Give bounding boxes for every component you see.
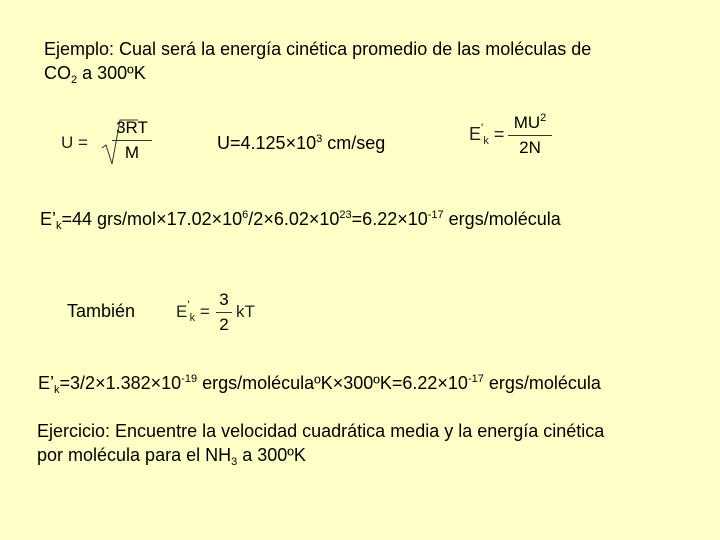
tambien-denominator: 2 (219, 315, 229, 334)
formula-ek-fraction (508, 113, 552, 158)
ek-calculation-2: $E’_k=3/2\times 1.382\times 10^{-19}$ ergs/$moléculaºK\times 300ºK=6.22\times 10^{-17}$ ergs/molécula (38, 373, 601, 396)
formula-ek-lhs: $E'_k$ = (469, 121, 505, 147)
formula-u-lhs: U = (61, 133, 88, 152)
formula-u-fraction (112, 118, 152, 163)
formula-u-denominator: M (124, 143, 140, 162)
tambien-label: También (67, 301, 136, 321)
formula-tambien-fraction (216, 290, 232, 335)
formula-ek-denominator: 2N (519, 138, 541, 157)
exercise-line2: por molécula para el $NH_3$ a 300ºK (37, 445, 306, 468)
ek-calculation-1: $E’_k=44$ grs/$mol\times 17.02\times 10^6/2\times 6.02\times 10^{23}=6.22\times 10^{-17}$ ergs/molécula (40, 209, 561, 232)
u-value: $U=4.125\times 10^3$ cm/seg (217, 133, 386, 153)
co-subscript: 2 (71, 74, 78, 86)
fraction-bar (112, 140, 152, 141)
formula-tambien-lhs: $E'_k$ = (176, 298, 210, 324)
co-text: CO (44, 63, 71, 83)
formula-ek-numerator: $MU^2$ (513, 112, 547, 132)
tambien-numerator: 3 (219, 290, 229, 309)
formula-u-numerator: 3RT (116, 118, 148, 137)
fraction-bar (216, 312, 232, 313)
example-title-line1: Ejemplo: Cual será la energía cinética promedio de las moléculas de (44, 39, 592, 59)
fraction-bar (508, 135, 552, 136)
example-title-line2 (44, 62, 146, 84)
exercise-line1: Ejercicio: Encuentre la velocidad cuadrática media y la energía cinética (37, 421, 605, 441)
temp-text: a 300ºK (77, 63, 146, 83)
formula-tambien-kt: kT (236, 302, 255, 321)
